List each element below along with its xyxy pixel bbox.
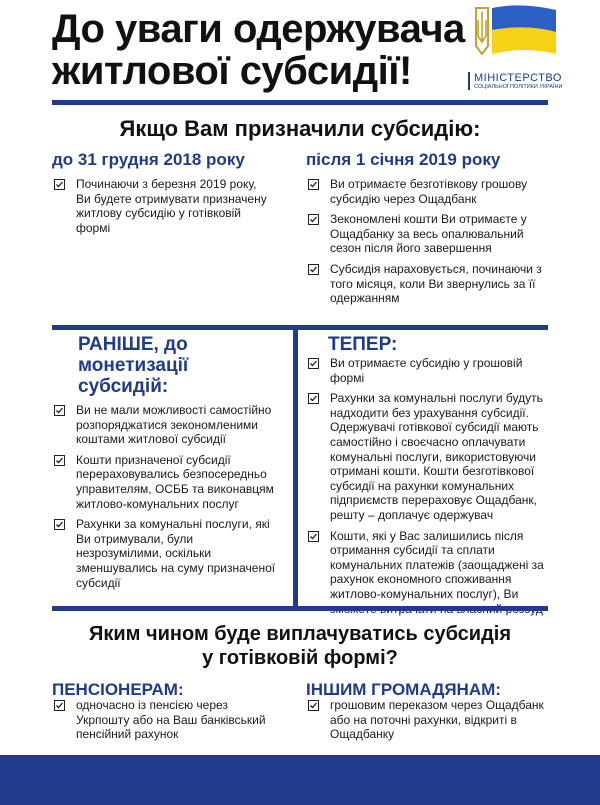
section1-left-heading: до 31 грудня 2018 року [52, 150, 245, 169]
list-item-text: грошовим переказом через Ощадбанк або на поточні рахунки, відкриті в Ощадбанку [330, 698, 544, 742]
checkbox-checked-icon [308, 358, 319, 369]
checkbox-checked-icon [54, 700, 65, 711]
list-item-text: Ви отримаєте субсидію у грошовій формі [330, 356, 523, 385]
section1-right-list [306, 177, 550, 312]
list-item [306, 212, 550, 256]
top-divider [52, 100, 548, 105]
list-item-text: Субсидія нараховується, починаючи з того місяця, коли Ви звернулись за її одержанням [330, 261, 542, 306]
page-title-line2: житлової субсидії! [52, 49, 412, 93]
checkbox-checked-icon [308, 179, 319, 190]
section2-left-title-line3: субсидій: [78, 376, 169, 397]
ukraine-flag-logo [470, 2, 560, 66]
section2-top-divider [52, 325, 548, 330]
checkbox-checked-icon [308, 214, 319, 225]
ministry-name: МІНІСТЕРСТВО [474, 72, 562, 84]
section2-vertical-divider [293, 330, 298, 606]
list-item [306, 262, 550, 306]
section3-right-heading: ІНШИМ ГРОМАДЯНАМ: [306, 680, 501, 699]
ministry-subname: СОЦІАЛЬНОЇ ПОЛІТИКИ УКРАЇНИ [474, 84, 563, 90]
list-item-text: Рахунки за комунальні послуги, які Ви отримували, були незрозумілими, оскільки зменшувались на суму призначеної субсидії [76, 517, 276, 590]
section2-left-list [52, 403, 282, 596]
page-title-line1: До уваги одержувача [52, 7, 465, 51]
section3-title-line1: Яким чином буде виплачуватись субсидія [88, 623, 512, 645]
list-item-text: Ви отримаєте безготівкову грошову субсидію через Ощадбанк [330, 177, 528, 206]
list-item [306, 356, 552, 385]
section2-right-list [306, 356, 552, 622]
list-item-text: одночасно із пенсією через Укрпошту або на Ваш банківський пенсійний рахунок [76, 698, 266, 742]
section2-left-title-line2: монетизації [78, 355, 189, 376]
page-header [52, 8, 472, 92]
list-item [52, 453, 282, 511]
list-item-text: Кошти, які у Вас залишились після отримання субсидії та сплати комунальних платежів (заощаджені за рахунок економного споживання житлово-комунальних послуг), Ви [330, 528, 544, 601]
list-item [306, 529, 552, 617]
list-item [306, 177, 550, 206]
checkbox-checked-icon [54, 455, 65, 466]
section2-bottom-divider [52, 606, 548, 611]
section3-left-list [52, 698, 282, 748]
checkbox-checked-icon [54, 179, 65, 190]
section1-title: Якщо Вам призначили субсидію: [119, 116, 481, 141]
section1-left-list [52, 177, 272, 241]
list-item [306, 698, 550, 742]
section3-right-list [306, 698, 550, 748]
list-item [52, 517, 282, 590]
checkbox-checked-icon [308, 700, 319, 711]
section3-left-heading: ПЕНСІОНЕРАМ: [52, 680, 184, 699]
list-item-text: Зекономлені кошти Ви отримаєте у Ощадбанку за весь опалювальний сезон після його завершення [330, 212, 527, 256]
footer-band [0, 755, 600, 805]
checkbox-checked-icon [54, 405, 65, 416]
section1-right-heading: після 1 січня 2019 року [306, 150, 501, 169]
section2-left-title-line1: РАНІШЕ, до [78, 334, 188, 355]
list-item [52, 698, 282, 742]
section3-title [0, 622, 600, 670]
list-item [52, 403, 282, 447]
list-item-text: Починаючи з березня 2019 року, Ви будете отримувати призначену житлову субсидію у готівковій формі [76, 177, 267, 235]
list-item [52, 177, 272, 235]
list-item-text: Рахунки за комунальні послуги будуть надходити без урахування субсидії. Одержувачі готівкової субсидії мають самостійно і своєчасно оплачувати комунальні послуги, використовуючи отримані кошти. Кошти безготівкової субсидії на рахунки комунальних підприємств перераховує Ощадбанк, решту – доплачує одержувач [330, 391, 543, 522]
ministry-label [468, 72, 584, 90]
section2-left-title [78, 334, 188, 397]
checkbox-checked-icon [308, 531, 319, 542]
checkbox-checked-icon [308, 393, 319, 404]
checkbox-checked-icon [54, 519, 65, 530]
list-item-text: Ви не мали можливості самостійно розпоряджатися зекономленими коштами житлової субсидії [76, 403, 272, 447]
list-item-text: Кошти призначеної субсидії перераховувались безпосередньо управителям, ОСББ та виконавцям житлово-комунальних послуг [76, 452, 274, 511]
trident-icon [476, 8, 488, 54]
checkbox-checked-icon [308, 264, 319, 275]
list-item [306, 391, 552, 522]
section2-right-title: ТЕПЕР: [328, 334, 398, 355]
section3-title-line2: у готівковій формі? [202, 647, 398, 669]
